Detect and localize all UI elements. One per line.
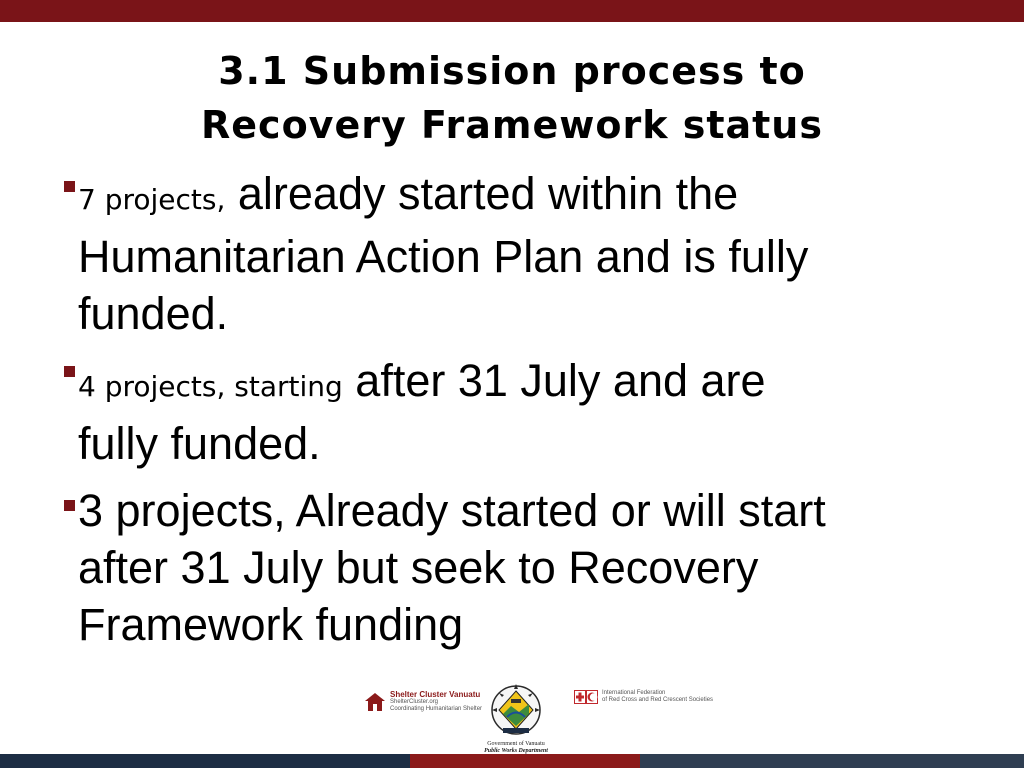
bullet-3-line-2: after 31 July but seek to Recovery <box>78 542 759 593</box>
public-works-logo <box>484 684 548 754</box>
red-cross-crescent-icon <box>574 690 598 704</box>
bullet-2-line-2: fully funded. <box>78 418 321 469</box>
public-works-emblem-icon <box>489 684 543 736</box>
title-line-1: 3.1 Submission process to <box>218 49 806 93</box>
bullet-square-icon <box>64 366 75 377</box>
bullet-1-line-2: Humanitarian Action Plan and is fully <box>78 231 809 282</box>
slide-title <box>120 44 904 152</box>
bullet-3-line-3: Framework funding <box>78 599 464 650</box>
bullet-square-icon <box>64 181 75 192</box>
ifrc-name-line-2: of Red Cross and Red Crescent Societies <box>602 697 714 703</box>
house-icon <box>364 692 386 712</box>
bullet-square-icon <box>64 500 75 511</box>
bullet-1-lead: 7 projects, <box>78 183 226 216</box>
bottom-accent-bar <box>0 754 1024 768</box>
bullet-item-3 <box>64 482 994 653</box>
bullet-3-line-1: 3 projects, Already started or will start <box>78 485 826 536</box>
bullet-item-2 <box>64 352 994 472</box>
public-works-caption-2: Public Works Department <box>484 748 548 754</box>
bullet-item-1 <box>64 165 994 342</box>
shelter-cluster-logo <box>364 690 482 713</box>
bottom-bar-red-segment <box>410 754 640 768</box>
shelter-cluster-name: Shelter Cluster Vanuatu <box>390 690 481 699</box>
ifrc-name-line-1: International Federation <box>602 690 666 696</box>
title-line-2: Recovery Framework status <box>201 103 823 147</box>
top-accent-bar <box>0 0 1024 22</box>
bullet-list <box>64 165 994 653</box>
bullet-2-lead: 4 projects, starting <box>78 370 343 403</box>
bullet-1-line-3: funded. <box>78 288 229 339</box>
bullet-2-text: after 31 July and are <box>342 355 766 406</box>
bullet-1-text: already started within the <box>225 168 739 219</box>
shelter-cluster-url: ShelterCluster.org <box>390 699 439 705</box>
bottom-bar-slate-segment <box>640 754 1024 768</box>
bottom-bar-navy-segment <box>0 754 410 768</box>
partner-logos <box>360 680 720 754</box>
ifrc-logo <box>574 690 713 704</box>
shelter-cluster-tagline: Coordinating Humanitarian Shelter <box>390 706 483 712</box>
public-works-caption-1: Government of Vanuatu <box>487 741 545 747</box>
